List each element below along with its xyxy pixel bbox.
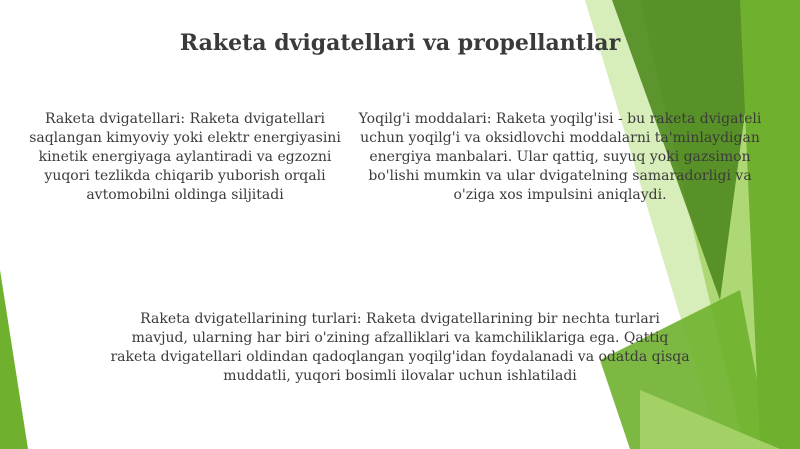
text-block-propellants: Yoqilg'i moddalari: Raketa yoqilg'isi - bu raketa dvigateli uchun yoqilg'i va oksidlovchi moddalarni ta'minlaydigan energiya manbalari. Ular qattiq, suyuq yoki gazsimon bo'lishi mumkin va ular dvigatelning samaradorligi va o'ziga xos impulsini aniqlaydi. [358, 111, 762, 203]
text-block-engines: Raketa dvigatellari: Raketa dvigatellari saqlangan kimyoviy yoki elektr energiyasini kinetik energiyaga aylantiradi va egzozni yuqori tezlikda chiqarib yuborish orqali avtomobilni oldinga siljitadi [29, 111, 341, 203]
slide-title: Raketa dvigatellari va propellantlar [179, 30, 621, 56]
left-green-wedge [0, 270, 28, 449]
text-block-engine-types: Raketa dvigatellarining turlari: Raketa dvigatellarining bir nechta turlari mavjud, ularning har biri o'zining afzalliklari va kamchiliklariga ega. Qattiq raketa dvigatellari oldindan qadoqlangan yoqilg'idan foydalanadi va odatda qisqa muddatli, yuqori bosimli ilovalar uchun ishlatiladi [110, 311, 690, 384]
